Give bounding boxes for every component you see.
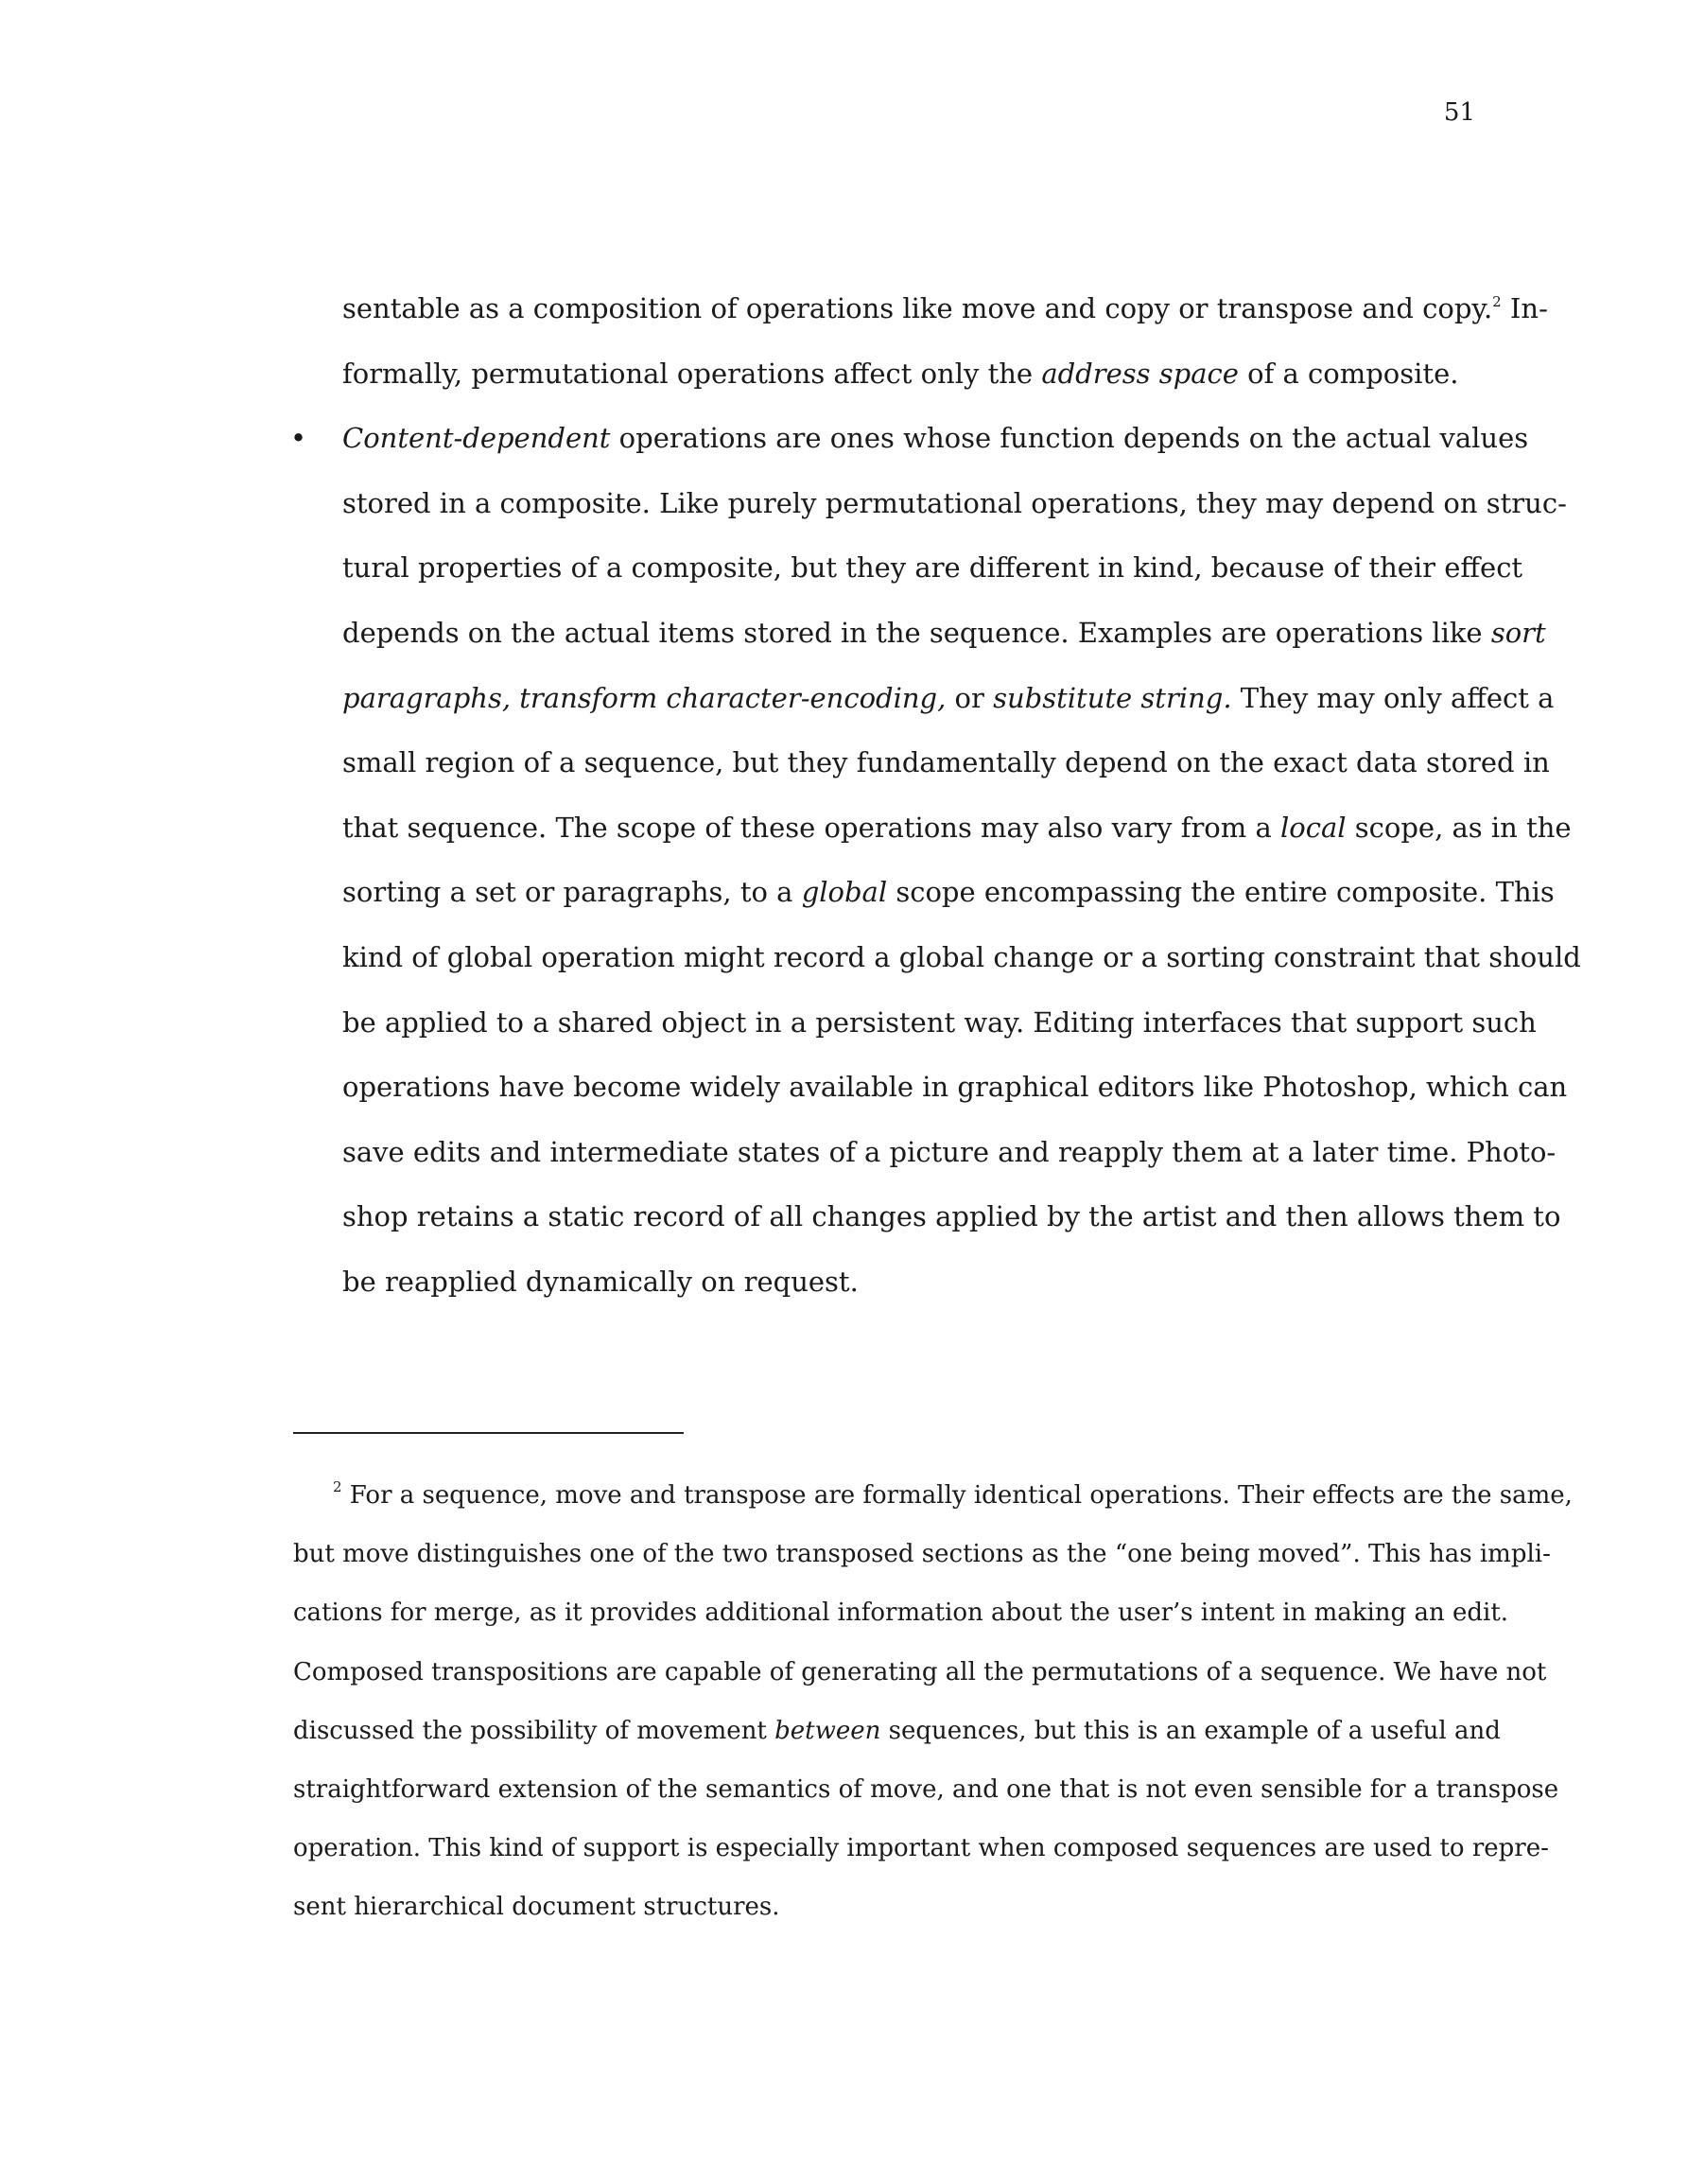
page-number: 51 <box>1443 98 1475 127</box>
text-run: For a sequence, move and transpose are formally identical operations. Their effects are the same, <box>341 1481 1573 1510</box>
text-run: of a composite. <box>1238 357 1459 390</box>
body-line: stored in a composite. Like purely permutational operations, they may depend on struc- <box>342 486 1567 519</box>
body-line <box>342 284 1548 349</box>
body-line <box>342 803 1572 868</box>
footnote-line: sent hierarchical document structures. <box>293 1893 780 1922</box>
body-line: save edits and intermediate states of a picture and reapply them at a later time. Photo- <box>342 1135 1557 1168</box>
body-line: shop retains a static record of all changes applied by the artist and then allows them to <box>342 1200 1561 1233</box>
emphasis: address space <box>1041 357 1239 390</box>
text-run: sorting a set or paragraphs, to a <box>342 876 802 909</box>
footnote-line <box>293 1706 1501 1765</box>
body-line <box>290 413 1529 479</box>
footnote-line: straightforward extension of the semantics of move, and one that is not even sensible for a transpose <box>293 1774 1559 1804</box>
footnote-line: Composed transpositions are capable of generating all the permutations of a sequence. We have not <box>293 1657 1547 1686</box>
emphasis: sort <box>1490 616 1546 649</box>
text-run: or <box>946 681 994 714</box>
text-run: depends on the actual items stored in the sequence. Examples are operations like <box>342 616 1491 649</box>
text-run: They may only affect a <box>1231 681 1555 714</box>
footnote-reference: 2 <box>1492 293 1502 310</box>
text-run: sentable as a composition of operations like move and copy or transpose and copy. <box>342 292 1493 324</box>
body-line <box>342 673 1555 739</box>
body-line: tural properties of a composite, but they are different in kind, because of their effect <box>342 551 1523 585</box>
text-run: that sequence. The scope of these operations may also vary from a <box>342 811 1280 844</box>
body-line: be applied to a shared object in a persistent way. Editing interfaces that support such <box>342 1005 1537 1039</box>
footnote-line: but move distinguishes one of the two transposed sections as the “one being moved”. This has impli- <box>293 1540 1551 1569</box>
body-line: kind of global operation might record a global change or a sorting constraint that should <box>342 940 1581 973</box>
footnote-separator <box>293 1432 684 1434</box>
body-text <box>290 284 1581 1322</box>
body-line: be reapplied dynamically on request. <box>342 1265 859 1298</box>
footnote-line <box>293 1471 1573 1529</box>
body-line <box>342 867 1555 933</box>
footnote-line: cations for merge, as it provides additional information about the user’s intent in making an edit. <box>293 1599 1509 1628</box>
footnote-line: operation. This kind of support is especially important when composed sequences are used to repre- <box>293 1834 1549 1863</box>
emphasis: substitute string. <box>993 681 1232 714</box>
body-line <box>342 608 1546 673</box>
text-run: formally, permutational operations affect only the <box>342 357 1042 390</box>
text-run: scope, as in the <box>1346 811 1572 844</box>
body-line <box>342 349 1458 414</box>
text-run: scope encompassing the entire composite. This <box>887 876 1555 909</box>
text-run: operations are ones whose function depends on the actual values <box>610 422 1529 455</box>
body-line: small region of a sequence, but they fundamentally depend on the exact data stored in <box>342 746 1550 779</box>
footnote <box>293 1471 1573 1942</box>
text-run: sequences, but this is an example of a useful and <box>880 1716 1501 1745</box>
emphasis: local <box>1280 811 1347 844</box>
text-run: discussed the possibility of movement <box>293 1716 775 1745</box>
emphasis: between <box>774 1716 881 1745</box>
footnote-marker: 2 <box>333 1478 342 1495</box>
bullet-icon: • <box>290 422 307 455</box>
body-line: operations have become widely available in graphical editors like Photoshop, which can <box>342 1071 1568 1104</box>
emphasis: Content-dependent <box>342 422 611 455</box>
emphasis: paragraphs, transform character-encoding, <box>342 681 947 714</box>
emphasis: global <box>801 876 888 909</box>
text-run: In- <box>1501 292 1548 324</box>
